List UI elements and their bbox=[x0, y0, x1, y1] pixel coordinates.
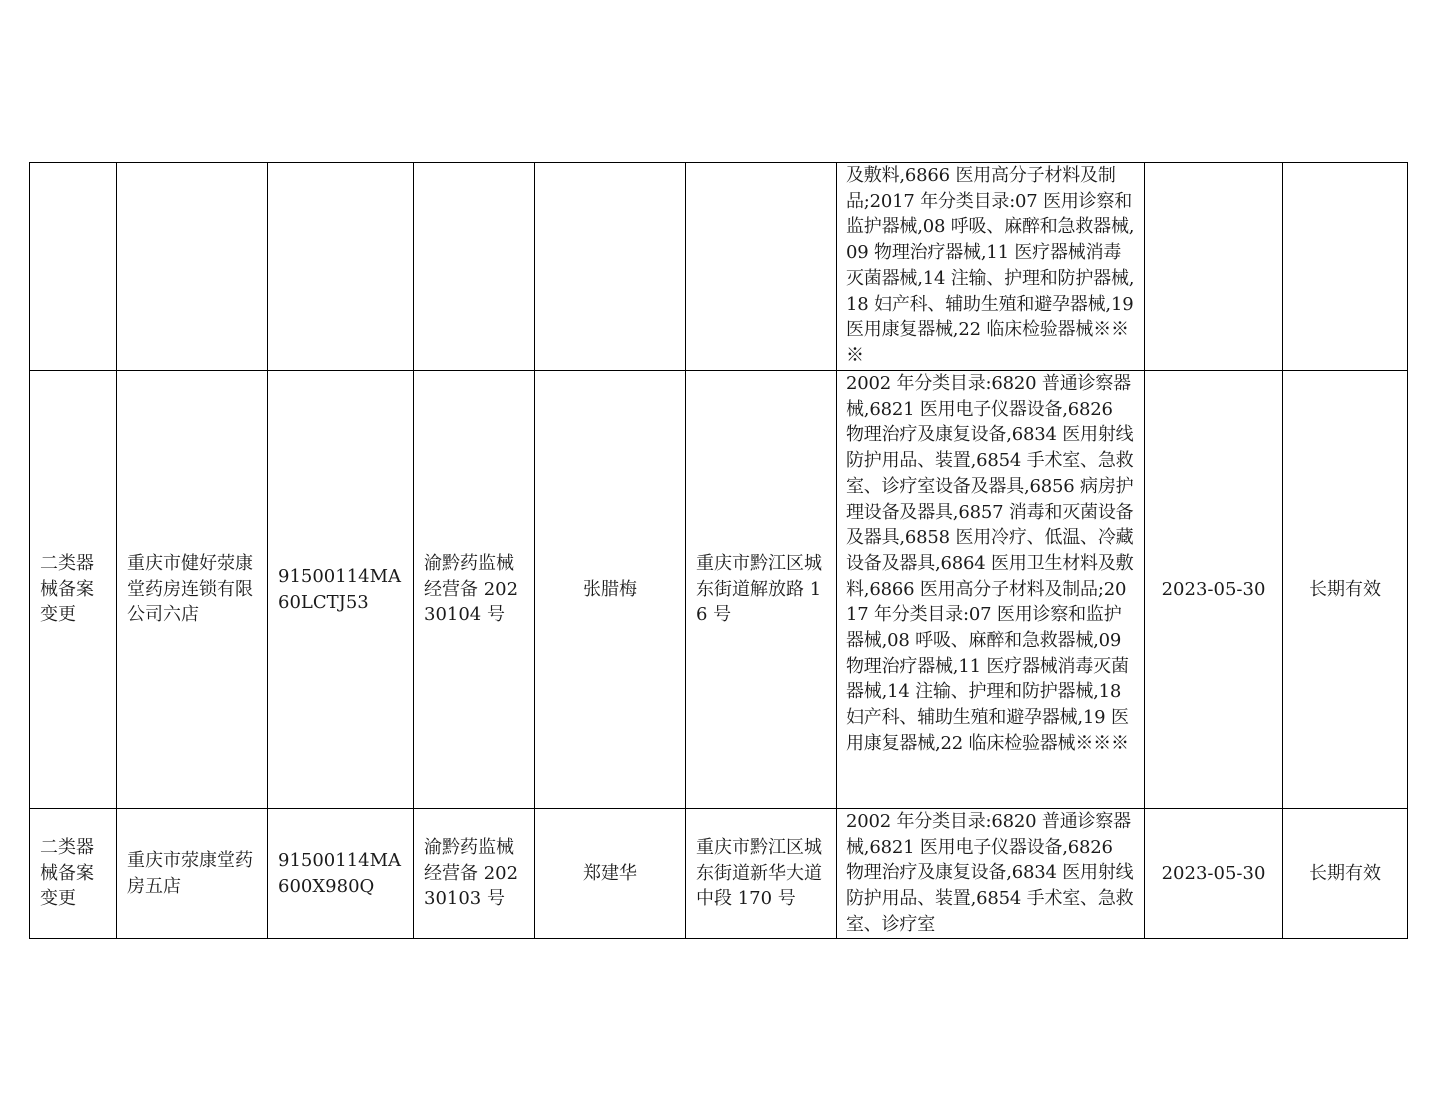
category-cell bbox=[30, 163, 117, 371]
validity-cell: 长期有效 bbox=[1283, 371, 1408, 809]
validity-cell bbox=[1283, 163, 1408, 371]
person-cell: 张腊梅 bbox=[535, 371, 686, 809]
credit-code-cell: 91500114MA60LCTJ53 bbox=[268, 371, 414, 809]
record-table bbox=[29, 162, 1408, 939]
person-cell: 郑建华 bbox=[535, 809, 686, 939]
table-row bbox=[30, 371, 1408, 809]
date-cell bbox=[1145, 163, 1283, 371]
category-cell: 二类器械备案变更 bbox=[30, 809, 117, 939]
company-cell bbox=[117, 163, 268, 371]
address-cell: 重庆市黔江区城东街道新华大道中段 170 号 bbox=[686, 809, 837, 939]
record-number-cell: 渝黔药监械经营备 20230104 号 bbox=[414, 371, 535, 809]
record-number-cell bbox=[414, 163, 535, 371]
validity-cell: 长期有效 bbox=[1283, 809, 1408, 939]
business-scope-text: 2002 年分类目录:6820 普通诊察器械,6821 医用电子仪器设备,6826 物理治疗及康复设备,6834 医用射线防护用品、装置,6854 手术室、急救室、诊疗室设备及器具,6856 病房护理设备及器具,6857 消毒和灭菌设备及器具,6858 医用冷疗、低温、冷藏设备及器具,6864 医用卫生材料及敷料,6866 医用高分子材料及制品;2017 年分类目录:07 医用诊察和监护器械,08 呼吸、麻醉和急救器械,09 物理治疗器械,11 医疗器械消毒灭菌器械,14 注输、护理和防护器械,18 妇产科、辅助生殖和避孕器械,19 医用康复器械,22 临床检验器械※※※ bbox=[846, 373, 1134, 754]
category-cell: 二类器械备案变更 bbox=[30, 371, 117, 809]
business-scope-clip bbox=[846, 809, 1136, 937]
business-scope-text: 及敷料,6866 医用高分子材料及制品;2017 年分类目录:07 医用诊察和监护器械,08 呼吸、麻醉和急救器械,09 物理治疗器械,11 医疗器械消毒灭菌器械,14 注输、护理和防护器械,18 妇产科、辅助生殖和避孕器械,19 医用康复器械,22 临床检验器械※※※ bbox=[846, 165, 1135, 366]
table-row bbox=[30, 809, 1408, 939]
company-cell: 重庆市荥康堂药房五店 bbox=[117, 809, 268, 939]
business-scope-cell bbox=[837, 809, 1145, 939]
record-number-cell: 渝黔药监械经营备 20230103 号 bbox=[414, 809, 535, 939]
date-cell: 2023-05-30 bbox=[1145, 809, 1283, 939]
address-cell: 重庆市黔江区城东街道解放路 16 号 bbox=[686, 371, 837, 809]
person-cell bbox=[535, 163, 686, 371]
address-cell bbox=[686, 163, 837, 371]
date-cell: 2023-05-30 bbox=[1145, 371, 1283, 809]
credit-code-cell: 91500114MA600X980Q bbox=[268, 809, 414, 939]
business-scope-text: 2002 年分类目录:6820 普通诊察器械,6821 医用电子仪器设备,6826 物理治疗及康复设备,6834 医用射线防护用品、装置,6854 手术室、急救室、诊疗室 bbox=[846, 811, 1134, 935]
business-scope-cell bbox=[837, 371, 1145, 809]
company-cell: 重庆市健好荥康堂药房连锁有限公司六店 bbox=[117, 371, 268, 809]
table-row bbox=[30, 163, 1408, 371]
credit-code-cell bbox=[268, 163, 414, 371]
business-scope-cell bbox=[837, 163, 1145, 371]
